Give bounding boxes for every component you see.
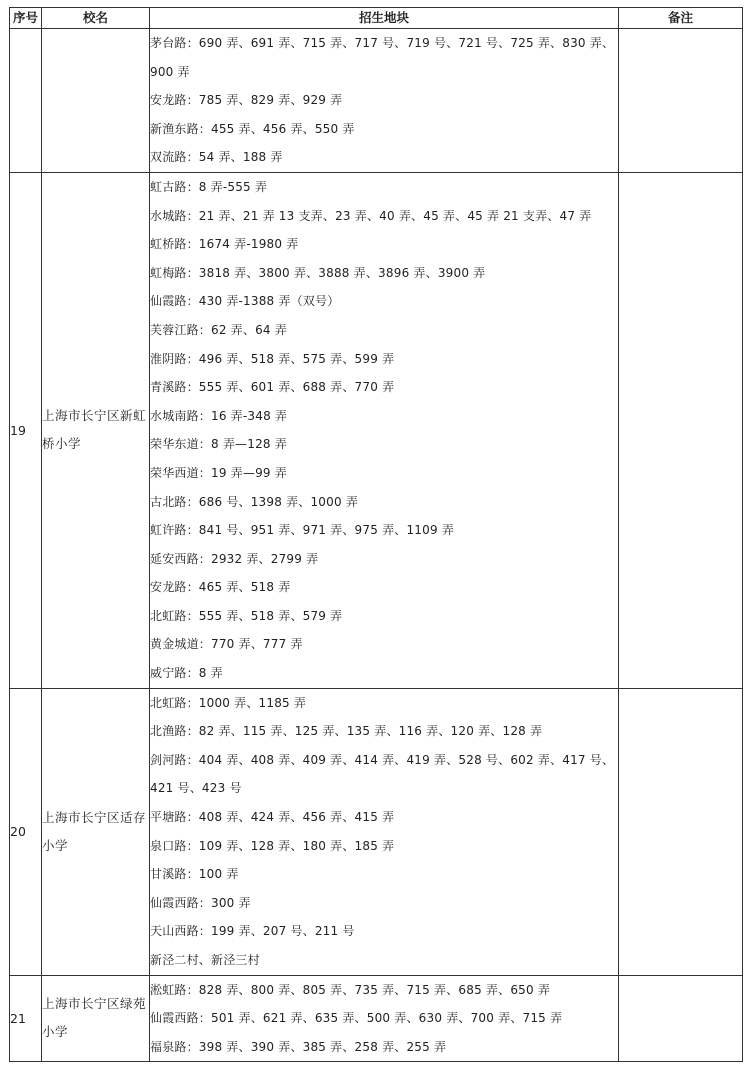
area-line: 双流路：54 弄、188 弄 xyxy=(150,150,283,165)
table-header-row xyxy=(10,8,743,29)
row-remark xyxy=(619,29,743,173)
header-area: 招生地块 xyxy=(150,8,619,29)
row-area-list xyxy=(150,975,619,1062)
area-line: 古北路：686 号、1398 弄、1000 弄 xyxy=(150,494,359,509)
table-row xyxy=(10,688,743,975)
row-seq: 19 xyxy=(10,172,42,688)
row-school-name xyxy=(42,29,150,173)
area-line: 福泉路：398 弄、390 弄、385 弄、258 弄、255 弄 xyxy=(150,1039,447,1054)
area-line: 青溪路：555 弄、601 弄、688 弄、770 弄 xyxy=(150,380,395,395)
row-school-name: 上海市长宁区绿苑小学 xyxy=(42,975,150,1062)
header-seq: 序号 xyxy=(10,8,42,29)
area-line: 淞虹路：828 弄、800 弄、805 弄、735 弄、715 弄、685 弄、650 弄 xyxy=(150,982,551,997)
area-line: 茅台路：690 弄、691 弄、715 弄、717 号、719 号、721 号、725 弄、830 弄、 xyxy=(150,36,615,50)
area-line: 芙蓉江路：62 弄、64 弄 xyxy=(150,322,287,337)
area-line: 421 号、423 号 xyxy=(150,781,242,796)
area-line: 安龙路：785 弄、829 弄、929 弄 xyxy=(150,93,343,108)
row-seq xyxy=(10,29,42,173)
area-line: 仙霞路：430 弄-1388 弄（双号） xyxy=(150,294,340,309)
row-remark xyxy=(619,172,743,688)
area-line: 北渔路：82 弄、115 弄、125 弄、135 弄、116 弄、120 弄、128 弄 xyxy=(150,724,543,739)
area-line: 900 弄 xyxy=(150,64,190,79)
row-seq: 20 xyxy=(10,688,42,975)
row-seq: 21 xyxy=(10,975,42,1062)
area-line: 泉口路：109 弄、128 弄、180 弄、185 弄 xyxy=(150,838,395,853)
row-remark xyxy=(619,975,743,1062)
area-line: 虹古路：8 弄-555 弄 xyxy=(150,179,268,194)
area-line: 新渔东路：455 弄、456 弄、550 弄 xyxy=(150,121,355,136)
area-line: 黄金城道：770 弄、777 弄 xyxy=(150,637,303,652)
table-row xyxy=(10,172,743,688)
row-school-name: 上海市长宁区新虹桥小学 xyxy=(42,172,150,688)
area-line: 虹桥路：1674 弄-1980 弄 xyxy=(150,237,299,252)
area-line: 平塘路：408 弄、424 弄、456 弄、415 弄 xyxy=(150,810,395,825)
area-line: 威宁路：8 弄 xyxy=(150,666,223,681)
area-line: 水城路：21 弄、21 弄 13 支弄、23 弄、40 弄、45 弄、45 弄 21 支弄、47 弄 xyxy=(150,208,592,223)
area-line: 新泾二村、新泾三村 xyxy=(150,953,260,967)
area-line: 荣华西道：19 弄—99 弄 xyxy=(150,465,287,480)
area-line: 淮阴路：496 弄、518 弄、575 弄、599 弄 xyxy=(150,351,395,366)
area-line: 仙霞西路：300 弄 xyxy=(150,895,251,910)
table-row xyxy=(10,975,743,1062)
area-line: 北虹路：555 弄、518 弄、579 弄 xyxy=(150,608,343,623)
area-line: 北虹路：1000 弄、1185 弄 xyxy=(150,695,307,710)
row-area-list xyxy=(150,172,619,688)
area-line: 天山西路：199 弄、207 号、211 号 xyxy=(150,924,355,939)
enrollment-zone-table xyxy=(9,7,743,1062)
header-remark: 备注 xyxy=(619,8,743,29)
area-line: 仙霞西路：501 弄、621 弄、635 弄、500 弄、630 弄、700 弄、715 弄 xyxy=(150,1011,563,1026)
area-line: 延安西路：2932 弄、2799 弄 xyxy=(150,551,319,566)
row-area-list xyxy=(150,688,619,975)
header-school: 校名 xyxy=(42,8,150,29)
row-area-list xyxy=(150,29,619,173)
area-line: 剑河路：404 弄、408 弄、409 弄、414 弄、419 弄、528 号、602 弄、417 号、 xyxy=(150,752,615,767)
table-row xyxy=(10,29,743,173)
area-line: 水城南路：16 弄-348 弄 xyxy=(150,408,288,423)
area-line: 荣华东道：8 弄—128 弄 xyxy=(150,437,287,452)
row-school-name: 上海市长宁区适存小学 xyxy=(42,688,150,975)
area-line: 虹梅路：3818 弄、3800 弄、3888 弄、3896 弄、3900 弄 xyxy=(150,265,486,280)
area-line: 甘溪路：100 弄 xyxy=(150,867,239,882)
row-remark xyxy=(619,688,743,975)
area-line: 虹许路：841 号、951 弄、971 弄、975 弄、1109 弄 xyxy=(150,523,455,538)
area-line: 安龙路：465 弄、518 弄 xyxy=(150,580,291,595)
